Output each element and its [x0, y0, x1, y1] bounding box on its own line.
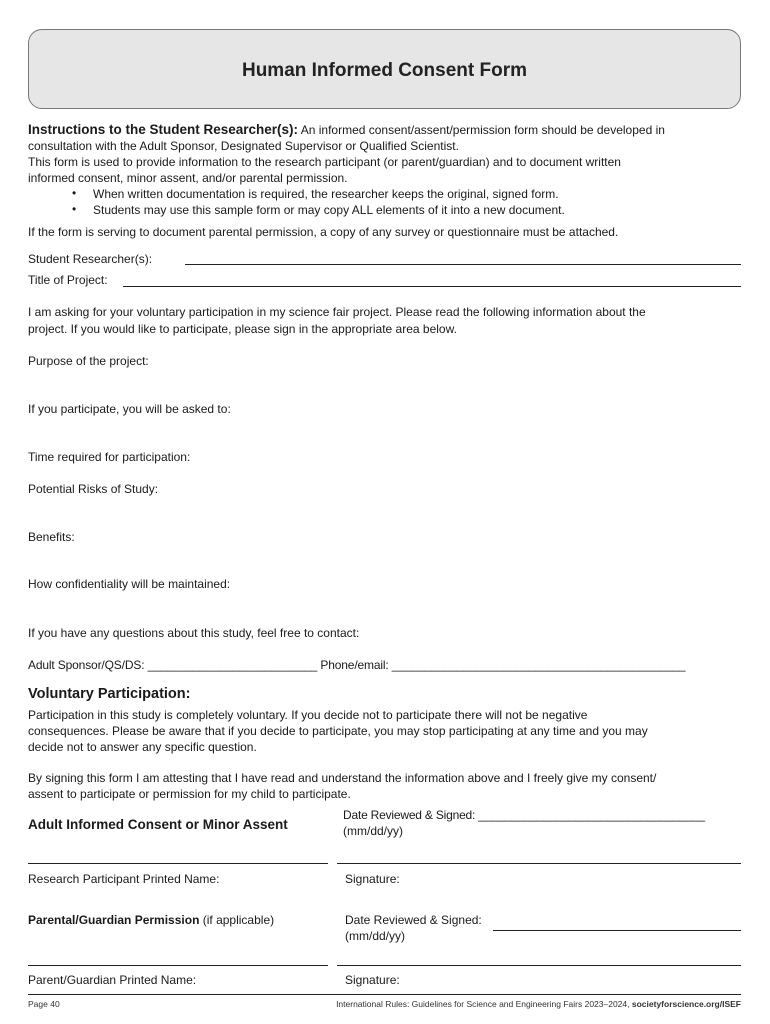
footer-citation: [336, 999, 741, 1009]
guardian-signature-label: Signature:: [345, 973, 400, 987]
instructions-line-2: consultation with the Adult Sponsor, Designated Supervisor or Qualified Scientist.: [28, 139, 459, 153]
bullet-item: When written documentation is required, the researcher keeps the original, signed form.: [93, 187, 559, 201]
participant-signature-field[interactable]: [337, 863, 741, 864]
parental-date-format: (mm/dd/yy): [345, 929, 405, 943]
confidentiality-label: How confidentiality will be maintained:: [28, 577, 231, 591]
parental-date-label: Date Reviewed & Signed:: [345, 913, 482, 927]
instructions-line-3: This form is used to provide information to the research participant (or parent/guardian) and to document written: [28, 155, 621, 169]
voluntary-line-3: decide not to answer any specific question.: [28, 740, 257, 754]
project-title-field[interactable]: [123, 286, 741, 287]
consent-date-format: (mm/dd/yy): [343, 824, 403, 838]
voluntary-heading: Voluntary Participation:: [28, 686, 191, 702]
parental-heading-bold: Parental/Guardian Permission: [28, 913, 200, 927]
risks-label: Potential Risks of Study:: [28, 482, 159, 496]
parental-heading-note: (if applicable): [199, 913, 275, 927]
survey-note: If the form is serving to document parental permission, a copy of any survey or questionnaire must be attached.: [28, 225, 619, 239]
participant-name-label: Research Participant Printed Name:: [28, 872, 220, 886]
footer-divider: [28, 994, 741, 995]
footer-rules: International Rules: Guidelines for Science and Engineering Fairs 2023–2024,: [336, 999, 632, 1009]
instructions-heading: Instructions to the Student Researcher(s):: [28, 122, 299, 137]
bullet-icon: •: [72, 186, 77, 200]
page-number: Page 40: [28, 999, 60, 1009]
participant-name-field[interactable]: [28, 863, 328, 864]
asked-to-label: If you participate, you will be asked to:: [28, 402, 231, 416]
instructions-line-1: [28, 122, 665, 139]
guardian-signature-field[interactable]: [337, 965, 741, 966]
attest-line-2: assent to participate or permission for my child to participate.: [28, 787, 351, 801]
questions-label: If you have any questions about this study, feel free to contact:: [28, 626, 360, 640]
page-title: Human Informed Consent Form: [241, 60, 527, 81]
bullet-item: Students may use this sample form or may copy ALL elements of it into a new document.: [93, 203, 565, 217]
parental-heading: [28, 912, 274, 929]
title-box: [28, 29, 741, 109]
attest-line-1: By signing this form I am attesting that I have read and understand the information above and I freely give my consent/: [28, 771, 657, 785]
footer-url: societyforscience.org/ISEF: [631, 999, 741, 1009]
participant-signature-label: Signature:: [345, 872, 400, 886]
voluntary-line-1: Participation in this study is completely voluntary. If you decide not to participate there will not be negative: [28, 708, 588, 722]
contact-line[interactable]: Adult Sponsor/QS/DS: __________________________ Phone/email: _____________________________________________: [28, 658, 686, 672]
instructions-line-4: informed consent, minor assent, and/or parental permission.: [28, 171, 348, 185]
guardian-name-label: Parent/Guardian Printed Name:: [28, 973, 197, 987]
time-required-label: Time required for participation:: [28, 450, 191, 464]
guardian-name-field[interactable]: [28, 965, 328, 966]
intro-line-2: project. If you would like to participate, please sign in the appropriate area below.: [28, 322, 457, 336]
consent-heading: Adult Informed Consent or Minor Assent: [28, 817, 288, 832]
student-researchers-field[interactable]: [185, 264, 741, 265]
student-researchers-label: Student Researcher(s):: [28, 252, 153, 266]
intro-line-1: I am asking for your voluntary participation in my science fair project. Please read the following information about the: [28, 305, 646, 319]
consent-date-field[interactable]: Date Reviewed & Signed: ___________________________________: [343, 808, 705, 822]
benefits-label: Benefits:: [28, 530, 75, 544]
voluntary-line-2: consequences. Please be aware that if you decide to participate, you may stop participating at any time and you may: [28, 724, 648, 738]
project-title-label: Title of Project:: [28, 273, 108, 287]
instructions-intro: An informed consent/assent/permission form should be developed in: [298, 123, 665, 137]
bullet-icon: •: [72, 202, 77, 216]
parental-date-field[interactable]: [493, 930, 741, 931]
purpose-label: Purpose of the project:: [28, 354, 149, 368]
